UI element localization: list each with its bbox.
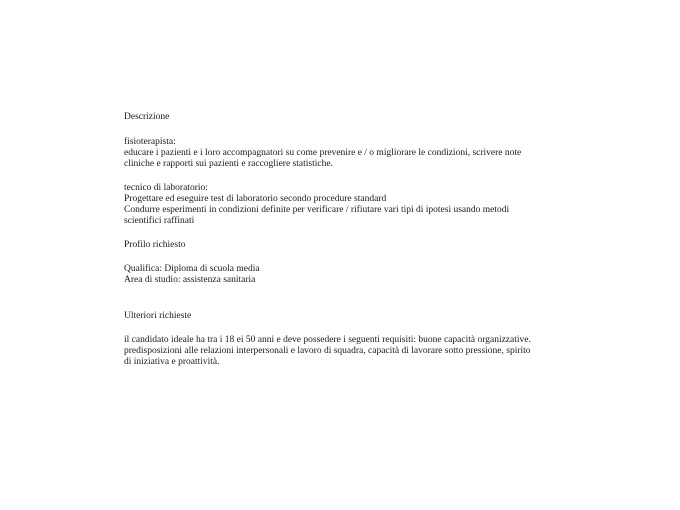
section-heading-ulteriori: Ulteriori richieste <box>124 311 192 321</box>
fisioterapista-line: educare i pazienti e i loro accompagnatori su come prevenire e / o migliorare le condizioni, scrivere note <box>124 148 522 158</box>
ulteriori-paragraph <box>124 335 564 368</box>
job-description-document <box>124 112 564 368</box>
ulteriori-line: di iniziativa e proattività. <box>124 357 220 367</box>
ulteriori-line: predisposizioni alle relazioni interpersonali e lavoro di squadra, capacità di lavorare sotto pressione, spirito <box>124 346 531 356</box>
fisioterapista-title: fisioterapista: <box>124 137 176 147</box>
tecnico-line: scientifici raffinati <box>124 216 195 226</box>
fisioterapista-line: cliniche e rapporti sui pazienti e raccogliere statistiche. <box>124 159 333 169</box>
ulteriori-line: il candidato ideale ha tra i 18 ei 50 anni e deve possedere i seguenti requisiti: buone capacità organizzative. <box>124 335 531 345</box>
area-studio-line: Area di studio: assistenza sanitaria <box>124 275 256 285</box>
tecnico-line: Progettare ed eseguire test di laboratorio secondo procedure standard <box>124 194 387 204</box>
tecnico-paragraph <box>124 183 564 227</box>
fisioterapista-paragraph <box>124 137 564 170</box>
qualifica-line: Qualifica: Diploma di scuola media <box>124 264 260 274</box>
section-heading-descrizione: Descrizione <box>124 112 170 122</box>
section-heading-profilo: Profilo richiesto <box>124 240 186 250</box>
profilo-paragraph <box>124 264 564 286</box>
tecnico-line: Condurre esperimenti in condizioni definite per verificare / rifiutare vari tipi di ipotesi usando metodi <box>124 205 510 215</box>
tecnico-title: tecnico di laboratorio: <box>124 183 208 193</box>
